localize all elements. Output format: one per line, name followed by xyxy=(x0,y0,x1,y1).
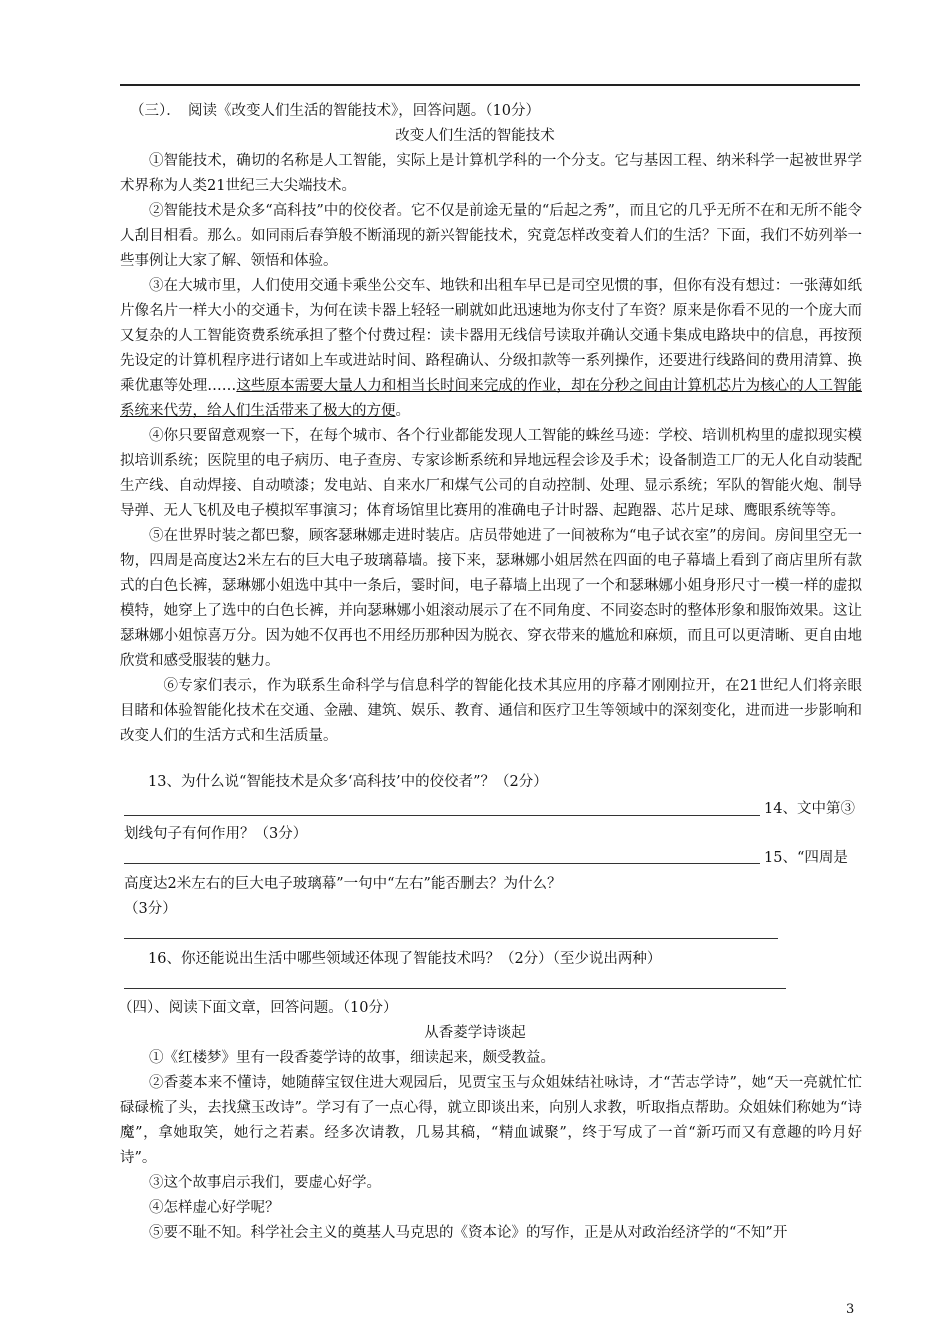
s4-paragraph-2: ②香菱本来不懂诗，她随薛宝钗住进大观园后，见贾宝玉与众姐妹结社咏诗，才“苦志学诗”，她“天一亮就忙忙碌碌梳了头，去找黛玉改诗”。学习有了一点心得，就立即谈出来，向别人求教，听取指点帮助。众姐妹们称她为“诗魔”，拿她取笑，她行之若素。经多次请教，几易其稿，“精血诚聚”，终于写成了一首“新巧而又有意趣的吟月好诗”。 xyxy=(120,1075,862,1166)
answer-line-16 xyxy=(124,988,786,989)
question-15-middle: 高度达2米左右的巨大电子玻璃幕”一句中“左右”能否删去？为什么？ xyxy=(124,876,562,892)
answer-line-13 xyxy=(124,815,760,816)
s4-paragraph-5: ⑤要不耻不知。科学社会主义的奠基人马克思的《资本论》的写作，正是从对政治经济学的“不知”开 xyxy=(149,1225,788,1241)
section3-title: 改变人们生活的智能技术 xyxy=(395,128,555,144)
question-14-end: 划线句子有何作用？（3分） xyxy=(124,826,308,842)
paragraph-3 xyxy=(120,274,862,424)
question-15-score: （3分） xyxy=(124,901,177,917)
s4-paragraph-4: ④怎样虚心好学呢？ xyxy=(149,1200,280,1216)
paragraph-1: ①智能技术，确切的名称是人工智能，实际上是计算机学科的一个分支。它与基因工程、纳米科学一起被世界学术界称为人类21世纪三大尖端技术。 xyxy=(120,153,862,194)
paragraph-3-text: ③在大城市里，人们使用交通卡乘坐公交车、地铁和出租车早已是司空见惯的事，但你有没有想过：一张薄如纸片像名片一样大小的交通卡，为何在读卡器上轻轻一刷就如此迅速地为你支付了车资？原来是你看不见的一个庞大而又复杂的人工智能资费系统承担了整个付费过程：读卡器用无线信号读取并确认交通卡集成电路块中的信息，再按预先设定的计算机程序进行诸如上车或进站时间、路程确认、分级扣款等一系列操作，还要进行线路间的费用清算、换乘优惠等处理…… xyxy=(120,278,862,394)
question-13: 13、为什么说“智能技术是众多‘高科技’中的佼佼者”？（2分） xyxy=(148,774,548,790)
section3-heading: （三）． 阅读《改变人们生活的智能技术》，回答问题。（10分） xyxy=(130,103,540,119)
underlined-sentence: 这些原本需要大量人力和相当长时间来完成的作业，却在分秒之间由计算机芯片为核心的人工智能系统来代劳，给人们生活带来了极大的方便 xyxy=(120,378,863,419)
section4-body xyxy=(120,1046,862,1246)
section4-title: 从香菱学诗谈起 xyxy=(424,1025,526,1041)
top-rule xyxy=(120,84,860,86)
answer-line-15 xyxy=(124,938,778,939)
section4-heading: （四）、阅读下面文章，回答问题。（10分） xyxy=(118,1000,398,1016)
paragraph-2: ②智能技术是众多“高科技”中的佼佼者。它不仅是前途无量的“后起之秀”，而且它的几乎无所不在和无所不能令人刮目相看。那么。如同雨后春笋般不断涌现的新兴智能技术，究竟怎样改变着人们的生活？下面，我们不妨列举一些事例让大家了解、领悟和体验。 xyxy=(120,203,862,269)
page-number: 3 xyxy=(846,1302,855,1317)
s4-paragraph-1: ①《红楼梦》里有一段香菱学诗的故事，细读起来，颇受教益。 xyxy=(149,1050,555,1066)
paragraph-4: ④你只要留意观察一下，在每个城市、各个行业都能发现人工智能的蛛丝马迹：学校、培训机构里的虚拟现实模拟培训系统；医院里的电子病历、电子查房、专家诊断系统和异地远程会诊及手术；设备制造工厂的无人化自动装配生产线、自动焊接、自动喷漆；发电站、自来水厂和煤气公司的自动控制、处理、显示系统；军队的智能火炮、制导导弹、无人飞机及电子模拟军事演习；体育场馆里比赛用的准确电子计时器、起跑器、芯片足球、鹰眼系统等等。 xyxy=(120,428,862,519)
answer-line-14 xyxy=(124,863,760,864)
question-16: 16、你还能说出生活中哪些领域还体现了智能技术吗？（2分）（至少说出两种） xyxy=(148,951,662,967)
paragraph-3-end: 。 xyxy=(395,403,410,419)
paragraph-5: ⑤在世界时装之都巴黎，顾客瑟琳娜走进时装店。店员带她进了一间被称为“电子试衣室”的房间。房间里空无一物，四周是高度达2米左右的巨大电子玻璃幕墙。接下来，瑟琳娜小姐居然在四面的电子幕墙上看到了商店里所有款式的白色长裤，瑟琳娜小姐选中其中一条后，霎时间，电子幕墙上出现了一个和瑟琳娜小姐身形尺寸一模一样的虚拟模特，她穿上了选中的白色长裤，并向瑟琳娜小姐滚动展示了在不同角度、不同姿态时的整体形象和服饰效果。这让瑟琳娜小姐惊喜万分。因为她不仅再也不用经历那种因为脱衣、穿衣带来的尴尬和麻烦，而且可以更清晰、更自由地欣赏和感受服装的魅力。 xyxy=(120,528,862,669)
s4-paragraph-3: ③这个故事启示我们，要虚心好学。 xyxy=(149,1175,381,1191)
paragraph-6: ⑥专家们表示，作为联系生命科学与信息科学的智能化技术其应用的序幕才刚刚拉开，在21世纪人们将亲眼目睹和体验智能化技术在交通、金融、建筑、娱乐、教育、通信和医疗卫生等领域中的深刻变化，进而进一步影响和改变人们的生活方式和生活质量。 xyxy=(120,678,862,744)
question-15-start: 15、“四周是 xyxy=(764,850,848,866)
section3-body xyxy=(120,149,862,749)
question-14-start: 14、文中第③ xyxy=(764,801,855,817)
